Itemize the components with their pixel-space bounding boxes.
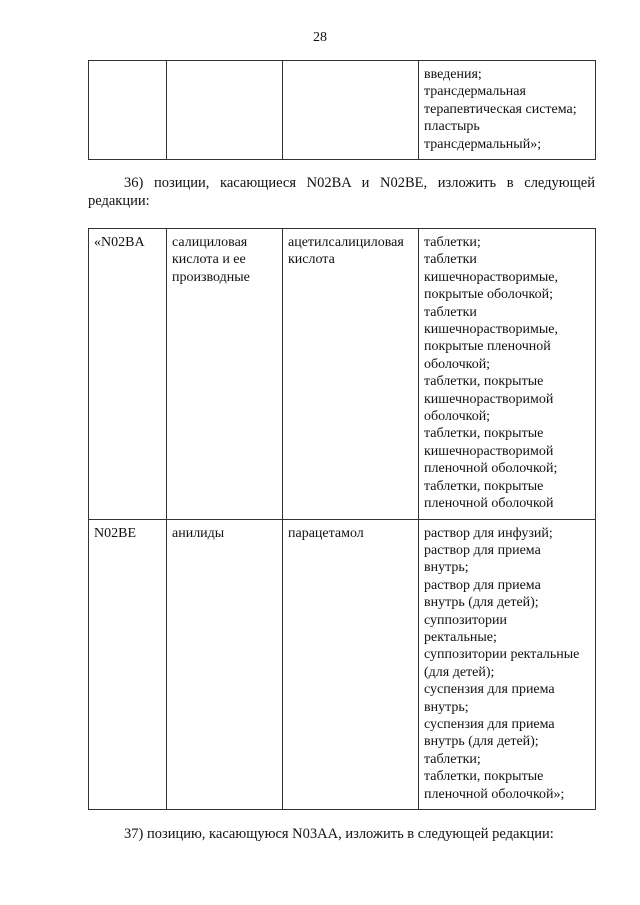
cell-atc-code: [89, 61, 167, 160]
dosage-line: кишечнорастворимой: [424, 391, 554, 407]
paragraph-37-text: 37) позицию, касающуюся N03AA, изложить в следующей редакции:: [124, 826, 554, 842]
cell-dosage-forms: [419, 61, 596, 160]
dosage-line: (для детей);: [424, 664, 495, 680]
paragraph-36: [88, 175, 595, 210]
table-row: [89, 519, 596, 810]
dosage-line: суспензия для приема: [424, 716, 555, 732]
cell-dosage-forms: [419, 229, 596, 520]
dosage-line: таблетки, покрытые: [424, 374, 544, 390]
dosage-line: оболочкой;: [424, 356, 491, 372]
paragraph-37: [88, 826, 595, 844]
dosage-line: трансдермальная: [424, 84, 526, 100]
dosage-line: таблетки: [424, 252, 477, 268]
table-row: [89, 229, 596, 520]
dosage-line: терапевтическая система;: [424, 101, 577, 117]
cell-substance: [283, 61, 419, 160]
dosage-line: пленочной оболочкой;: [424, 461, 558, 477]
dosage-line: таблетки, покрытые: [424, 478, 544, 494]
table-continuation: [88, 60, 596, 160]
dosage-line: введения;: [424, 67, 482, 82]
dosage-line: таблетки;: [424, 235, 481, 250]
cell-group: [167, 61, 283, 160]
dosage-line: покрытые оболочкой;: [424, 287, 554, 303]
dosage-line: внутрь (для детей);: [424, 595, 539, 611]
dosage-line: таблетки, покрытые: [424, 769, 544, 785]
dosage-line: таблетки: [424, 304, 477, 320]
dosage-line: пленочной оболочкой: [424, 496, 554, 512]
cell-group: анилиды: [167, 519, 283, 810]
cell-atc-code: N02BE: [89, 519, 167, 810]
dosage-line: ректальные;: [424, 629, 497, 645]
dosage-line: покрытые пленочной: [424, 339, 551, 355]
dosage-line: оболочкой;: [424, 409, 491, 425]
dosage-line: внутрь (для детей);: [424, 734, 539, 750]
dosage-line: кишечнорастворимые,: [424, 269, 559, 285]
dosage-line: внутрь;: [424, 699, 469, 715]
dosage-line: раствор для приема: [424, 577, 541, 593]
dosage-line: кишечнорастворимые,: [424, 322, 559, 338]
dosage-line: трансдермальный»;: [424, 136, 542, 152]
cell-substance: парацетамол: [283, 519, 419, 810]
cell-group: салициловая кислота и ее производные: [167, 229, 283, 520]
table-n02: [88, 228, 596, 810]
table-row: [89, 61, 596, 160]
dosage-line: суппозитории: [424, 612, 507, 628]
cell-dosage-forms: [419, 519, 596, 810]
dosage-line: суспензия для приема: [424, 682, 555, 698]
dosage-line: суппозитории ректальные: [424, 647, 580, 663]
dosage-line: таблетки;: [424, 751, 481, 767]
dosage-line: раствор для инфузий;: [424, 525, 553, 541]
paragraph-36-line-1: 36) позиции, касающиеся N02BA и N02BE, изложить в следующей: [124, 175, 595, 191]
cell-substance: ацетилсалициловая кислота: [283, 229, 419, 520]
dosage-line: таблетки, покрытые: [424, 426, 544, 442]
dosage-line: пленочной оболочкой»;: [424, 786, 565, 802]
dosage-line: кишечнорастворимой: [424, 443, 554, 459]
dosage-line: внутрь;: [424, 560, 469, 576]
dosage-line: раствор для приема: [424, 542, 541, 558]
cell-atc-code: «N02BA: [89, 229, 167, 520]
page-number: 28: [313, 30, 327, 45]
paragraph-36-line-2: редакции:: [88, 192, 150, 209]
dosage-line: пластырь: [424, 119, 480, 135]
